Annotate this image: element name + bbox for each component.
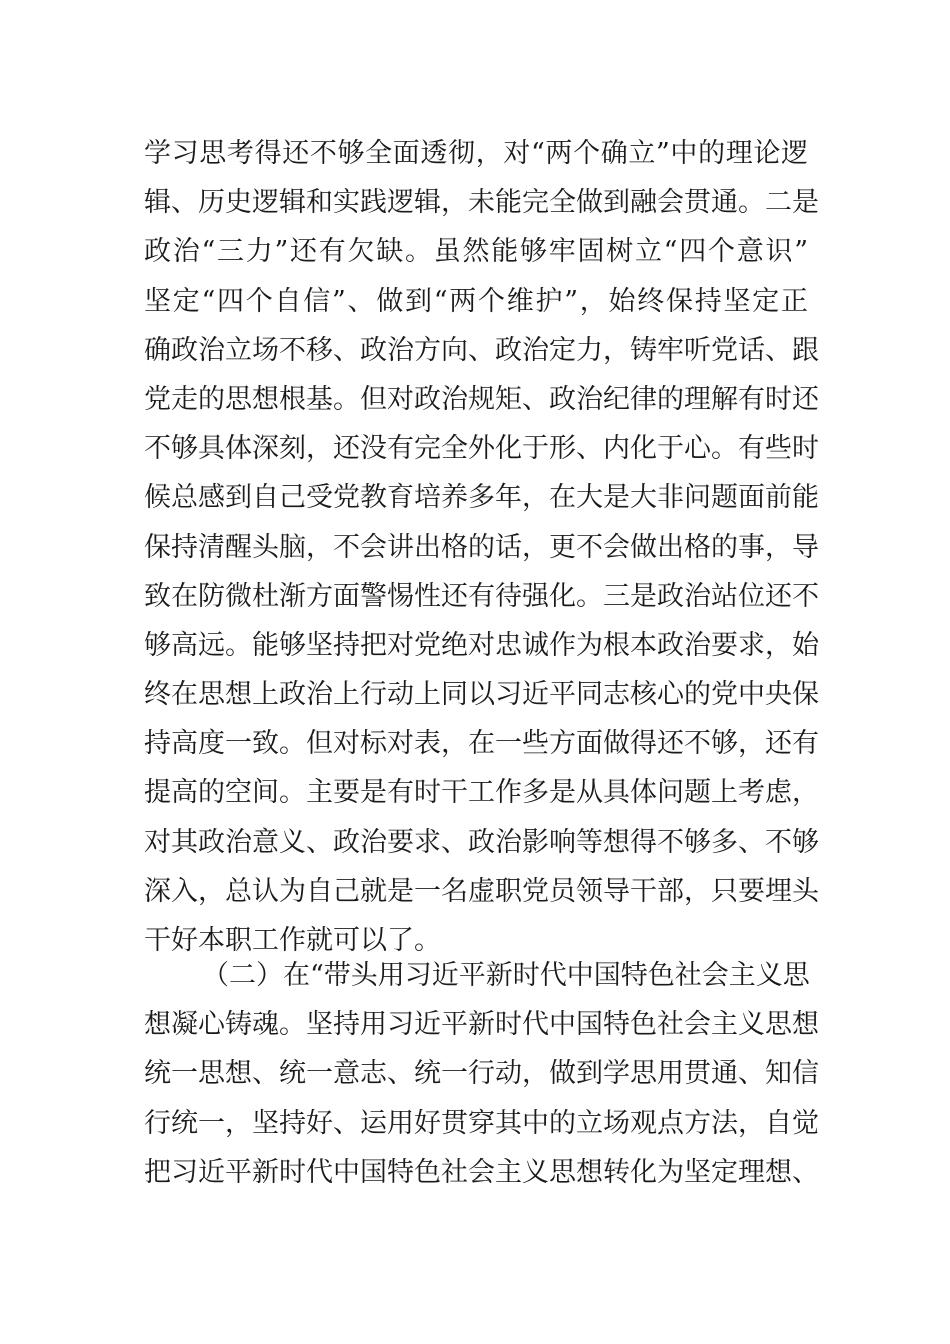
text-line: 辑、历史逻辑和实践逻辑，未能完全做到融会贯通。二是 [144,187,819,219]
text-line: 终在思想上政治上行动上同以习近平同志核心的党中央保 [144,679,819,711]
text-line: 致在防微杜渐方面警惕性还有待强化。三是政治站位还不 [144,580,819,612]
text-line: 想凝心铸魂。坚持用习近平新时代中国特色社会主义思想 [144,1009,819,1041]
text-line: 不够具体深刻，还没有完全外化于形、内化于心。有些时 [144,433,819,465]
text-line: 对其政治意义、政治要求、政治影响等想得不够多、不够 [144,826,819,858]
text-line: 干好本职工作就可以了。 [144,925,441,956]
text-line: 坚定“四个自信”、做到“两个维护”，始终保持坚定正 [144,285,808,317]
text-line: 持高度一致。但对标对表，在一些方面做得还不够，还有 [144,728,819,760]
text-line: 政治“三力”还有欠缺。虽然能够牢固树立“四个意识” [144,236,808,268]
text-line: 保持清醒头脑，不会讲出格的话，更不会做出格的事，导 [144,531,819,563]
text-line: 统一思想、统一意志、统一行动，做到学思用贯通、知信 [144,1058,819,1090]
text-line: 确政治立场不移、政治方向、政治定力，铸牢听党话、跟 [144,334,819,366]
text-line: 学习思考得还不够全面透彻，对“两个确立”中的理论逻 [144,138,808,169]
paragraph-2 [144,951,819,1197]
paragraph-1 [144,129,819,965]
text-line: 把习近平新时代中国特色社会主义思想转化为坚定理想、 [144,1156,819,1188]
text-line: 深入，总认为自己就是一名虚职党员领导干部，只要埋头 [144,875,819,907]
text-line: 行统一，坚持好、运用好贯穿其中的立场观点方法，自觉 [144,1107,819,1139]
text-line: 候总感到自己受党教育培养多年，在大是大非问题面前能 [144,482,819,514]
text-line: （二）在“带头用习近平新时代中国特色社会主义思 [202,960,810,991]
text-line: 够高远。能够坚持把对党绝对忠诚作为根本政治要求，始 [144,629,819,661]
text-line: 提高的空间。主要是有时干工作多是从具体问题上考虑， [144,777,819,809]
text-line: 党走的思想根基。但对政治规矩、政治纪律的理解有时还 [144,383,819,415]
